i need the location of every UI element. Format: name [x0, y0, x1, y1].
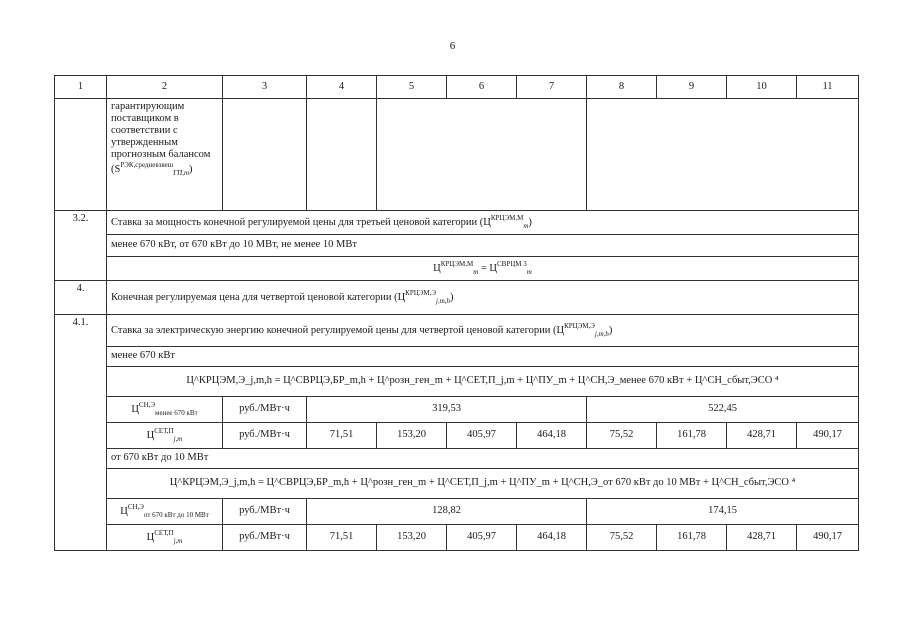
value: 464,18 [517, 423, 587, 449]
value: 161,78 [657, 525, 727, 551]
row-symbol: $Ц^{СЕТ,П}_{j,m}$ [107, 525, 223, 551]
header-row [55, 76, 859, 99]
formula: Ц^КРЦЭМ,Э_j,m,h = Ц^СВРЦЭ,БР_m,h + Ц^розн_ген_m + Ц^СЕТ,П_j,m + Ц^ПУ_m + Ц^СН,Э_от 670 кВт до 10 МВт + Ц^СН_сбыт,ЭСО ⁴ [107, 469, 859, 499]
col-header: 6 [447, 76, 517, 99]
group-label: от 670 кВт до 10 МВт [107, 449, 859, 469]
unit: руб./МВт·ч [223, 397, 307, 423]
formula: Ц^КРЦЭМ,Э_j,m,h = Ц^СВРЦЭ,БР_m,h + Ц^розн_ген_m + Ц^СЕТ,П_j,m + Ц^ПУ_m + Ц^СН,Э_менее 670 кВт + Ц^СН_сбыт,ЭСО ⁴ [107, 367, 859, 397]
col-header: 9 [657, 76, 727, 99]
value: 71,51 [307, 423, 377, 449]
value: 71,51 [307, 525, 377, 551]
col-header: 4 [307, 76, 377, 99]
value: 490,17 [797, 423, 859, 449]
section-number: 4. [55, 281, 107, 315]
value: 405,97 [447, 423, 517, 449]
group2-set-row [55, 525, 859, 551]
col-header: 2 [107, 76, 223, 99]
value: 428,71 [727, 423, 797, 449]
value: 319,53 [307, 397, 587, 423]
group1-sn-row [55, 397, 859, 423]
group2-label-row [55, 449, 859, 469]
col-header: 7 [517, 76, 587, 99]
value: 174,15 [587, 499, 859, 525]
row-symbol: $Ц^{СЕТ,П}_{j,m}$ [107, 423, 223, 449]
page-number: 6 [449, 40, 456, 52]
unit: руб./МВт·ч [223, 525, 307, 551]
unit: руб./МВт·ч [223, 499, 307, 525]
col-header: 8 [587, 76, 657, 99]
group1-label-row [55, 347, 859, 367]
value: 75,52 [587, 525, 657, 551]
value: 522,45 [587, 397, 859, 423]
section-number: 3.2. [55, 211, 107, 281]
section-3-2-title-row [55, 211, 859, 235]
value: 75,52 [587, 423, 657, 449]
section-title: Конечная регулируемая цена для четвертой ценовой категории $(Ц^{КРЦЭМ,Э}_{j,m,h})$ [107, 281, 859, 315]
value: 490,17 [797, 525, 859, 551]
group1-formula-row [55, 367, 859, 397]
section-3-2-range-row [55, 235, 859, 257]
tariff-table [54, 75, 859, 551]
value: 153,20 [377, 423, 447, 449]
value: 161,78 [657, 423, 727, 449]
section-title: Ставка за электрическую энергию конечной регулируемой цены для четвертой ценовой категории $(Ц^{КРЦЭМ,Э}_{j,m,h})$ [107, 315, 859, 347]
section-4-1-title-row [55, 315, 859, 347]
section-3-2-formula-row [55, 257, 859, 281]
unit: руб./МВт·ч [223, 423, 307, 449]
continuation-text: гарантирующим поставщиком в соответствии с утвержденным прогнозным балансом $(S^{РЭК,средневзвеш}_{ГП,m})$ [107, 99, 223, 211]
col-header: 11 [797, 76, 859, 99]
col-header: 1 [55, 76, 107, 99]
section-number: 4.1. [55, 315, 107, 551]
value: 464,18 [517, 525, 587, 551]
col-header: 3 [223, 76, 307, 99]
value: 405,97 [447, 525, 517, 551]
col-header: 5 [377, 76, 447, 99]
formula: $Ц^{КРЦЭМ,М}_m = Ц^{СВРЦМ 3}_m$ [107, 257, 859, 281]
section-4-row [55, 281, 859, 315]
value: 128,82 [307, 499, 587, 525]
group1-set-row [55, 423, 859, 449]
col-header: 10 [727, 76, 797, 99]
row-symbol: $Ц^{СН,Э}_{от 670 кВт до 10 МВт}$ [107, 499, 223, 525]
group-label: менее 670 кВт [107, 347, 859, 367]
value: 153,20 [377, 525, 447, 551]
value: 428,71 [727, 525, 797, 551]
continuation-row [55, 99, 859, 211]
group2-formula-row [55, 469, 859, 499]
group2-sn-row [55, 499, 859, 525]
row-symbol: $Ц^{СН,Э}_{менее 670 кВт}$ [107, 397, 223, 423]
range-label: менее 670 кВт, от 670 кВт до 10 МВт, не менее 10 МВт [107, 235, 859, 257]
section-title: Ставка за мощность конечной регулируемой цены для третьей ценовой категории $(Ц^{КРЦЭМ,М}_m)$ [107, 211, 859, 235]
